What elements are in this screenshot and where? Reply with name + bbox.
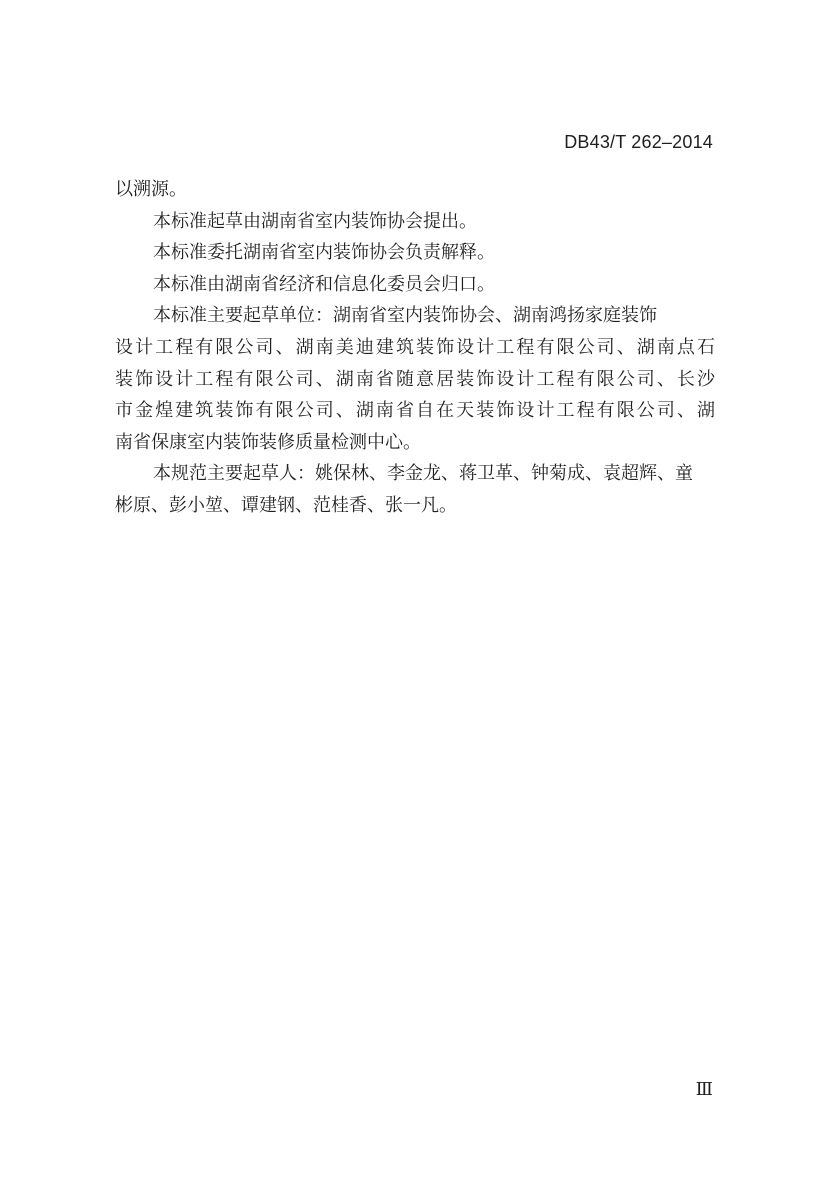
paragraph-line: 设计工程有限公司、湖南美迪建筑装饰设计工程有限公司、湖南点石 [115,336,715,358]
paragraph-line: 本标准主要起草单位：湖南省室内装饰协会、湖南鸿扬家庭装饰 [153,305,657,327]
paragraph-line: 本标准由湖南省经济和信息化委员会归口。 [153,273,495,295]
paragraph-line: 本标准委托湖南省室内装饰协会负责解释。 [153,242,495,264]
standard-code-header: DB43/T 262–2014 [564,132,713,152]
paragraph-line: 南省保康室内装饰装修质量检测中心。 [115,431,421,453]
paragraph-line: 本标准起草由湖南省室内装饰协会提出。 [153,210,477,232]
paragraph-line: 市金煌建筑装饰有限公司、湖南省自在天装饰设计工程有限公司、湖 [115,400,715,422]
paragraph-line: 以溯源。 [115,179,187,200]
body-text [115,174,715,522]
paragraph-line: 彬原、彭小堃、谭建钢、范桂香、张一凡。 [115,494,457,516]
page-number: Ⅲ [695,1079,713,1100]
paragraph-line: 本规范主要起草人：姚保林、李金龙、蒋卫革、钟菊成、袁超辉、童 [153,463,693,485]
paragraph-line: 装饰设计工程有限公司、湖南省随意居装饰设计工程有限公司、长沙 [115,368,715,390]
